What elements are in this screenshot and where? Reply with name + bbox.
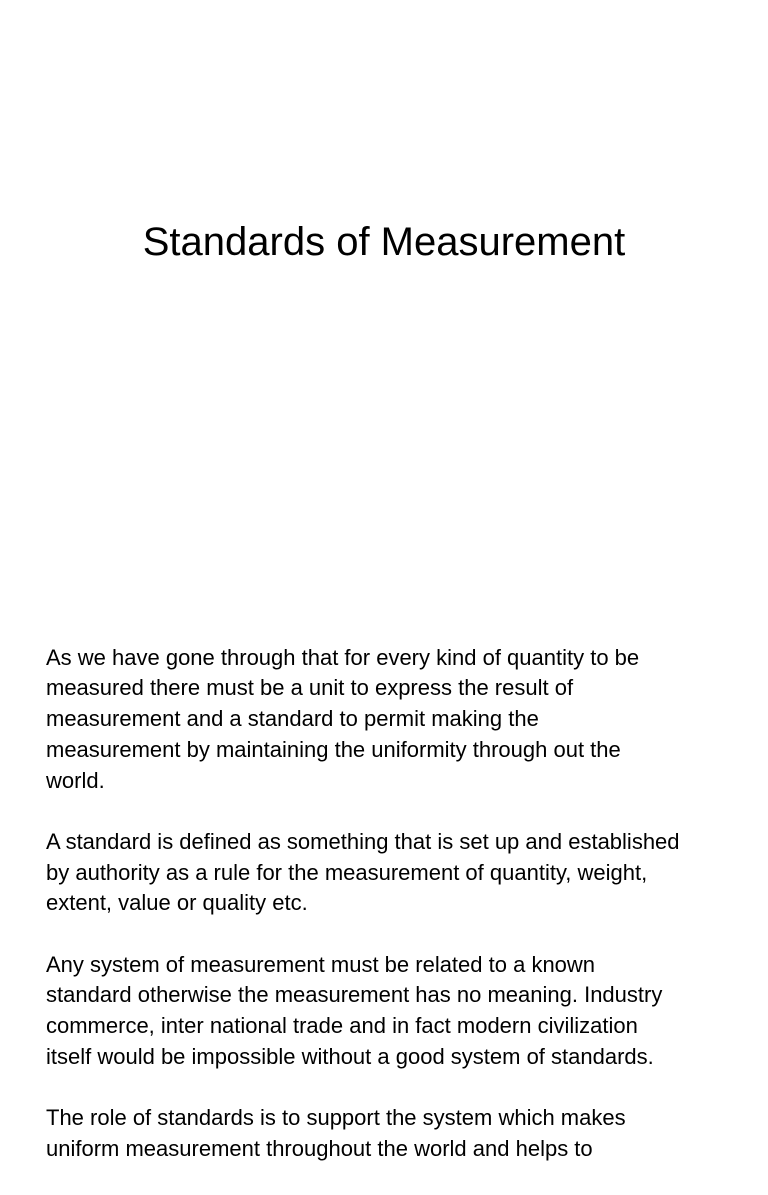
paragraph-role: The role of standards is to support the system which makes uniform measurement throughout the world and helps to xyxy=(46,1105,626,1161)
page-title: Standards of Measurement xyxy=(142,220,626,264)
body-text xyxy=(46,612,736,1195)
paragraph-system: Any system of measurement must be related to a known standard otherwise the measurement has no meaning. Industry commerce, inter national trade and in fact modern civilization itself would be impossible without a good system of standards. xyxy=(46,951,663,1069)
paragraph-intro: As we have gone through that for every kind of quantity to be measured there must be a unit to express the result of measurement and a standard to permit making the measurement by maintaining the uniformity through out the world. xyxy=(46,644,640,793)
paragraph-definition: A standard is defined as something that is set up and established by authority as a rule for the measurement of quantity, weight, extent, value or quality etc. xyxy=(46,828,680,916)
